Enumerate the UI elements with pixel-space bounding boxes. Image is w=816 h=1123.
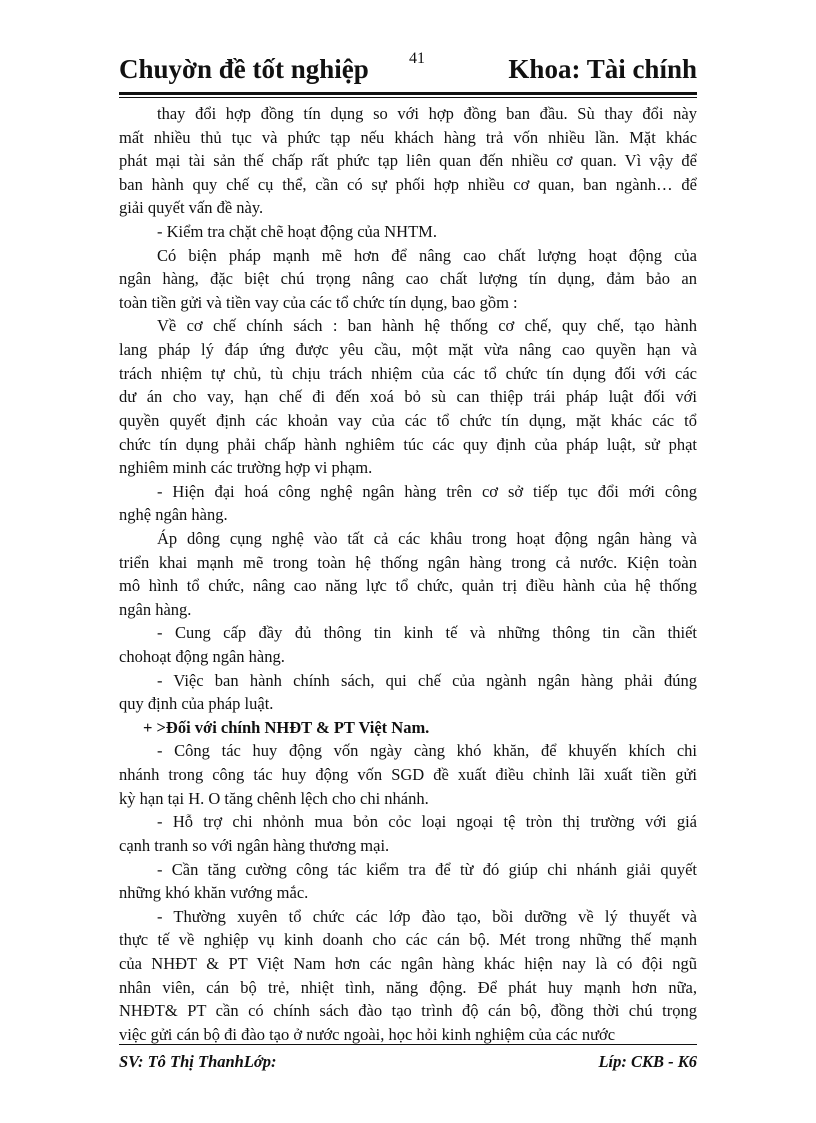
footer-student: SV: Tô Thị ThanhLớp: [119, 1052, 277, 1071]
text-line: dư án cho vay, hạn chế đi đến xoá bỏ sù can thiệp trái pháp luật đối với [119, 387, 697, 407]
text-line: quyền quyết định các khoản vay của các tổ chức tín dụng, mặt khác các tổ [119, 410, 697, 430]
text-line: thực tế về nghiệp vụ kinh doanh cho các cán bộ. Mét trong những thế mạnh [119, 930, 697, 950]
text-line: việc gửi cán bộ đi đào tạo ở nước ngoài, học hỏi kinh nghiệm của các nước [119, 1024, 616, 1044]
page-number: 41 [409, 50, 425, 67]
text-line: kỳ hạn tại H. O tăng chênh lệch cho chi nhánh. [119, 788, 429, 808]
text-line: chohoạt động ngân hàng. [119, 647, 285, 667]
text-line: NHĐT& PT cần có chính sách đào tạo trình độ cán bộ, đồng thời chú trọng [119, 1001, 697, 1021]
text-line: trách nhiệm tự chủ, tù chịu trách nhiệm của các tổ chức tín dụng đối với các [119, 363, 697, 383]
text-line: - Công tác huy động vốn ngày càng khó khăn, để khuyến khích chi [157, 741, 697, 761]
text-line: - Hỗ trợ chi nhỏnh mua bỏn cỏc loại ngoại tệ tròn thị trường với giá [157, 812, 697, 832]
text-line: của NHĐT & PT Việt Nam hơn các ngân hàng khác hiện nay là có đội ngũ [119, 953, 697, 973]
text-line: ngân hàng, đặc biệt chú trọng nâng cao chất lượng tín dụng, đảm bảo an [119, 269, 697, 289]
text-line: nhánh trong công tác huy động vốn SGD đề xuất điều chỉnh lãi xuất tiền gửi [119, 765, 697, 785]
body-text [119, 102, 697, 1046]
text-line: thay đổi hợp đồng tín dụng so với hợp đồng ban đầu. Sù thay đổi này [157, 104, 697, 123]
text-line: ngân hàng. [119, 599, 192, 619]
text-line: mô hình tổ chức, nâng cao năng lực tổ chức, quản trị điều hành của hệ thống [119, 576, 697, 596]
text-line: - Kiểm tra chặt chẽ hoạt động của NHTM. [157, 222, 437, 242]
text-line: nghiêm minh các trường hợp vi phạm. [119, 458, 373, 478]
page-header [119, 50, 697, 90]
header-title-right: Khoa: Tài chính [508, 54, 697, 84]
text-line: - Cần tăng cường công tác kiểm tra để từ đó giúp chi nhánh giải quyết [157, 859, 697, 879]
text-line: - Cung cấp đầy đủ thông tin kinh tế và những thông tin cần thiết [157, 623, 697, 643]
text-line: ban hành quy chế cụ thể, cần có sự phối hợp nhiều cơ quan, ban ngành… để [119, 174, 697, 194]
text-line: Có biện pháp mạnh mẽ hơn để nâng cao chất lượng hoạt động của [157, 245, 697, 265]
text-line: triển khai mạnh mẽ trong toàn hệ thống ngân hàng trong cả nước. Kiện toàn [119, 552, 697, 572]
header-rule-thin [119, 97, 697, 98]
text-line: giải quyết vấn đề này. [119, 198, 264, 218]
text-line: quy định của pháp luật. [119, 694, 274, 714]
footer-rule [119, 1044, 697, 1045]
text-line: những khó khăn vướng mắc. [119, 883, 309, 903]
text-line: lang pháp lý đáp ứng được yêu cầu, một mặt vừa nâng cao quyền hạn và [119, 340, 697, 360]
text-line: nghệ ngân hàng. [119, 505, 228, 525]
text-line: - Hiện đại hoá công nghệ ngân hàng trên cơ sở tiếp tục đổi mới công [157, 481, 697, 501]
text-line: - Thường xuyên tổ chức các lớp đào tạo, bồi dưỡng về lý thuyết và [157, 906, 697, 926]
footer-class: Líp: CKB - K6 [598, 1052, 697, 1071]
header-rule-thick [119, 92, 697, 95]
section-heading: + >Đối với chính NHĐT & PT Việt Nam. [143, 717, 430, 737]
text-line: Áp dông cụng nghệ vào tất cả các khâu trong hoạt động ngân hàng và [157, 528, 697, 548]
text-line: mất nhiều thủ tục và phức tạp nếu khách hàng trả vốn nhiều lần. Mặt khác [119, 127, 697, 147]
text-line: phát mại tài sản thế chấp rất phức tạp liên quan đến nhiều cơ quan. Vì vậy để [119, 151, 697, 171]
text-line: Về cơ chế chính sách : ban hành hệ thống cơ chế, quy chế, tạo hành [157, 316, 697, 336]
text-line: nhân viên, cán bộ trẻ, nhiệt tình, năng động. Để phát huy mạnh hơn nữa, [119, 977, 697, 997]
text-line: chức tín dụng phải chấp hành nghiêm túc các quy định của pháp luật, sử phạt [119, 434, 697, 454]
text-line: cạnh tranh so với ngân hàng thương mại. [119, 835, 390, 855]
header-title-left: Chuyờn đề tốt nghiệp [119, 54, 369, 84]
text-line: - Việc ban hành chính sách, qui chế của ngành ngân hàng phải đúng [157, 670, 697, 690]
text-line: toàn tiền gửi và tiền vay của các tổ chức tín dụng, bao gồm : [119, 292, 518, 312]
